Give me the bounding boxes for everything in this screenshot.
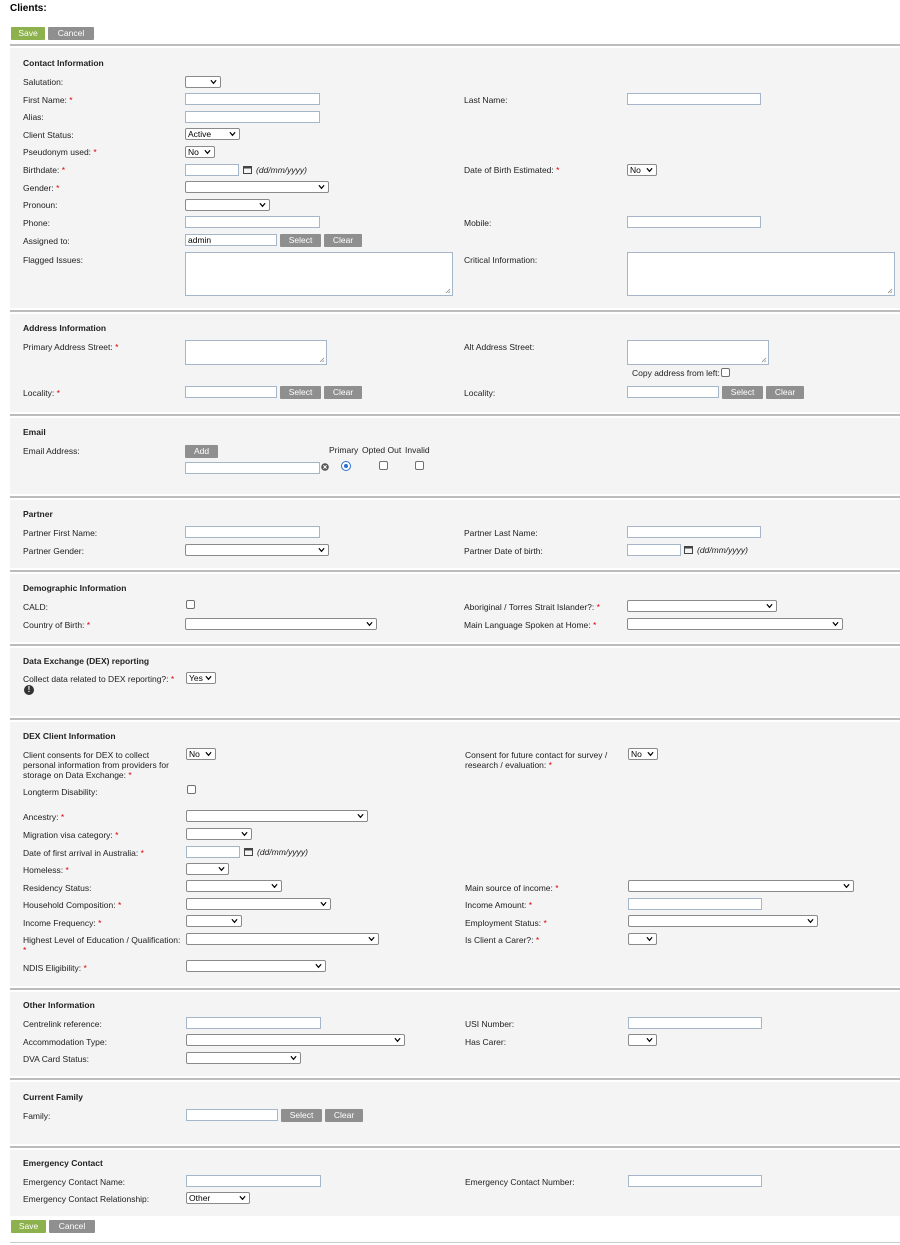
email-primary-radio[interactable] <box>341 461 351 471</box>
partner-gender-select[interactable] <box>185 544 329 556</box>
residency-label: Residency Status: <box>23 883 92 893</box>
household-label: Household Composition: * <box>23 900 122 910</box>
locality-label: Locality: * <box>23 388 60 398</box>
education-select[interactable] <box>186 933 379 945</box>
chevron-down-icon <box>646 167 653 173</box>
chevron-down-icon <box>259 202 266 208</box>
emergency-heading: Emergency Contact <box>23 1158 103 1168</box>
cancel-button-bottom[interactable]: Cancel <box>49 1220 95 1233</box>
save-button[interactable]: Save <box>11 27 45 40</box>
gender-select[interactable] <box>185 181 329 193</box>
employment-select[interactable] <box>628 915 818 927</box>
main-language-select[interactable] <box>627 618 843 630</box>
email-col-invalid: Invalid <box>405 445 430 455</box>
dva-label: DVA Card Status: <box>23 1054 89 1064</box>
dob-estimated-select[interactable]: No <box>627 164 657 176</box>
alt-locality-select-button[interactable]: Select <box>722 386 763 399</box>
chevron-down-icon <box>646 1037 653 1043</box>
flagged-issues-textarea[interactable] <box>185 252 453 296</box>
last-name-input[interactable] <box>627 93 761 105</box>
family-section <box>10 1078 900 1144</box>
family-select-button[interactable]: Select <box>281 1109 322 1122</box>
chevron-down-icon <box>647 751 654 757</box>
income-frequency-label: Income Frequency: * <box>23 918 102 928</box>
alt-locality-clear-button[interactable]: Clear <box>766 386 804 399</box>
alt-locality-input[interactable] <box>627 386 719 398</box>
chevron-down-icon <box>843 883 850 889</box>
first-name-input[interactable] <box>185 93 320 105</box>
demographic-heading: Demographic Information <box>23 583 127 593</box>
mobile-input[interactable] <box>627 216 761 228</box>
save-button-bottom[interactable]: Save <box>11 1220 46 1233</box>
family-label: Family: <box>23 1111 51 1121</box>
partner-heading: Partner <box>23 509 53 519</box>
accommodation-select[interactable] <box>186 1034 405 1046</box>
household-select[interactable] <box>186 898 331 910</box>
alt-locality-label: Locality: <box>464 388 496 398</box>
last-name-label: Last Name: <box>464 95 508 105</box>
future-contact-label: Consent for future contact for survey / research / evaluation: * <box>465 750 608 770</box>
cald-checkbox[interactable] <box>186 600 195 609</box>
cancel-button[interactable]: Cancel <box>48 27 94 40</box>
centrelink-input[interactable] <box>186 1017 321 1029</box>
locality-input[interactable] <box>185 386 277 398</box>
client-status-label: Client Status: <box>23 130 74 140</box>
residency-select[interactable] <box>186 880 282 892</box>
page-title: Clients: <box>10 3 47 14</box>
dex-client-heading: DEX Client Information <box>23 731 116 741</box>
locality-clear-button[interactable]: Clear <box>324 386 362 399</box>
main-language-label: Main Language Spoken at Home: * <box>464 620 597 630</box>
flagged-issues-label: Flagged Issues: <box>23 255 84 265</box>
homeless-label: Homeless: * <box>23 865 69 875</box>
chevron-down-icon <box>807 918 814 924</box>
chevron-down-icon <box>231 918 238 924</box>
disability-label: Longterm Disability: <box>23 787 98 797</box>
add-email-button[interactable]: Add <box>185 445 218 458</box>
dex-collect-label: Collect data related to DEX reporting?: * <box>23 674 175 684</box>
chevron-down-icon <box>315 963 322 969</box>
alias-input[interactable] <box>185 111 320 123</box>
dex-consent-select[interactable]: No <box>186 748 216 760</box>
other-heading: Other Information <box>23 1000 95 1010</box>
aboriginal-label: Aboriginal / Torres Strait Islander?: * <box>464 602 600 612</box>
chevron-down-icon <box>320 901 327 907</box>
calendar-icon[interactable] <box>243 165 252 174</box>
country-of-birth-select[interactable] <box>185 618 377 630</box>
chevron-down-icon <box>357 813 364 819</box>
alt-street-label: Alt Address Street: <box>464 342 535 352</box>
alias-label: Alias: <box>23 112 44 122</box>
cald-label: CALD: <box>23 602 49 612</box>
aboriginal-select[interactable] <box>627 600 777 612</box>
has-carer-select[interactable] <box>628 1034 657 1046</box>
emergency-relationship-label: Emergency Contact Relationship: <box>23 1194 150 1204</box>
phone-label: Phone: <box>23 218 50 228</box>
disability-checkbox[interactable] <box>187 785 196 794</box>
pseudonym-label: Pseudonym used: * <box>23 147 97 157</box>
chevron-down-icon <box>366 621 373 627</box>
email-address-label: Email Address: <box>23 446 80 456</box>
partner-last-name-input[interactable] <box>627 526 761 538</box>
chevron-down-icon <box>271 883 278 889</box>
ancestry-label: Ancestry: * <box>23 812 65 822</box>
partner-first-name-label: Partner First Name: <box>23 528 98 538</box>
email-invalid-checkbox[interactable] <box>415 461 424 470</box>
alt-street-textarea[interactable] <box>627 340 769 365</box>
info-icon[interactable]: ! <box>24 685 34 695</box>
dex-heading: Data Exchange (DEX) reporting <box>23 656 150 666</box>
phone-input[interactable] <box>185 216 320 228</box>
copy-address-checkbox[interactable] <box>721 368 730 377</box>
chevron-down-icon <box>229 131 236 137</box>
income-source-select[interactable] <box>628 880 854 892</box>
country-of-birth-label: Country of Birth: * <box>23 620 91 630</box>
partner-first-name-input[interactable] <box>185 526 320 538</box>
pronoun-select[interactable] <box>185 199 270 211</box>
chevron-down-icon <box>239 1195 246 1201</box>
emergency-relationship-select[interactable]: Other <box>186 1192 250 1204</box>
income-source-label: Main source of income: * <box>465 883 559 893</box>
emergency-number-label: Emergency Contact Number: <box>465 1177 575 1187</box>
arrival-label: Date of first arrival in Australia: * <box>23 848 144 858</box>
chevron-down-icon <box>766 603 773 609</box>
emergency-number-input[interactable] <box>628 1175 762 1187</box>
email-section <box>10 414 900 494</box>
assigned-to-label: Assigned to: <box>23 236 70 246</box>
dex-consent-label: Client consents for DEX to collect personal information from providers for storage on Data Exchange: * <box>23 750 169 780</box>
dob-estimated-label: Date of Birth Estimated: * <box>464 165 560 175</box>
locality-select-button[interactable]: Select <box>280 386 321 399</box>
ndis-select[interactable] <box>186 960 326 972</box>
carer-label: Is Client a Carer?: * <box>465 935 540 945</box>
bottom-divider <box>10 1242 900 1243</box>
assigned-to-input[interactable]: admin <box>185 234 277 246</box>
employment-label: Employment Status: * <box>465 918 547 928</box>
first-name-label: First Name: * <box>23 95 73 105</box>
family-heading: Current Family <box>23 1092 83 1102</box>
usi-label: USI Number: <box>465 1019 515 1029</box>
emergency-name-input[interactable] <box>186 1175 321 1187</box>
family-clear-button[interactable]: Clear <box>325 1109 363 1122</box>
primary-street-label: Primary Address Street: * <box>23 342 119 352</box>
other-section <box>10 988 900 1076</box>
critical-info-textarea[interactable] <box>627 252 895 296</box>
ancestry-select[interactable] <box>186 810 368 822</box>
chevron-down-icon <box>318 184 325 190</box>
resize-grip-icon[interactable] <box>445 288 451 294</box>
gender-label: Gender: * <box>23 183 60 193</box>
chevron-down-icon <box>318 547 325 553</box>
email-heading: Email <box>23 427 46 437</box>
salutation-select[interactable] <box>185 76 221 88</box>
email-opted-out-checkbox[interactable] <box>379 461 388 470</box>
carer-select[interactable] <box>628 933 657 945</box>
future-contact-select[interactable]: No <box>628 748 658 760</box>
arrival-input[interactable] <box>186 846 240 858</box>
chevron-down-icon <box>218 866 225 872</box>
partner-dob-label: Partner Date of birth: <box>464 546 543 556</box>
pronoun-label: Pronoun: <box>23 200 58 210</box>
resize-grip-icon[interactable] <box>761 357 767 363</box>
centrelink-label: Centrelink reference: <box>23 1019 102 1029</box>
email-col-primary: Primary <box>329 445 359 455</box>
accommodation-label: Accommodation Type: <box>23 1037 107 1047</box>
visa-select[interactable] <box>186 828 252 840</box>
primary-street-textarea[interactable] <box>185 340 327 365</box>
income-amount-input[interactable] <box>628 898 762 910</box>
assigned-select-button[interactable]: Select <box>280 234 321 247</box>
chevron-down-icon <box>210 79 217 85</box>
chevron-down-icon <box>205 675 212 681</box>
partner-dob-input[interactable] <box>627 544 681 556</box>
assigned-clear-button[interactable]: Clear <box>324 234 362 247</box>
homeless-select[interactable] <box>186 863 229 875</box>
chevron-down-icon <box>646 936 653 942</box>
chevron-down-icon <box>832 621 839 627</box>
chevron-down-icon <box>205 751 212 757</box>
arrival-format: (dd/mm/yyyy) <box>257 847 308 857</box>
education-label: Highest Level of Education / Qualification: * <box>23 935 181 955</box>
family-input[interactable] <box>186 1109 278 1121</box>
email-input[interactable] <box>185 462 320 474</box>
calendar-icon[interactable] <box>244 847 253 856</box>
client-status-select[interactable]: Active <box>185 128 240 140</box>
salutation-label: Salutation: <box>23 77 64 87</box>
chevron-down-icon <box>290 1055 297 1061</box>
email-col-opted-out: Opted Out <box>362 445 402 455</box>
usi-input[interactable] <box>628 1017 762 1029</box>
clear-x-icon[interactable] <box>321 463 329 471</box>
contact-heading: Contact Information <box>23 58 104 68</box>
ndis-label: NDIS Eligibility: * <box>23 963 87 973</box>
partner-last-name-label: Partner Last Name: <box>464 528 538 538</box>
address-heading: Address Information <box>23 323 107 333</box>
calendar-icon[interactable] <box>684 545 693 554</box>
partner-gender-label: Partner Gender: <box>23 546 84 556</box>
partner-section <box>10 496 900 568</box>
chevron-down-icon <box>241 831 248 837</box>
emergency-section <box>10 1146 900 1216</box>
dex-collect-select[interactable]: Yes <box>186 672 216 684</box>
chevron-down-icon <box>204 149 211 155</box>
chevron-down-icon <box>368 936 375 942</box>
pseudonym-select[interactable]: No <box>185 146 215 158</box>
has-carer-label: Has Carer: <box>465 1037 507 1047</box>
resize-grip-icon[interactable] <box>319 357 325 363</box>
resize-grip-icon[interactable] <box>887 288 893 294</box>
mobile-label: Mobile: <box>464 218 492 228</box>
chevron-down-icon <box>394 1037 401 1043</box>
critical-info-label: Critical Information: <box>464 255 538 265</box>
birthdate-input[interactable] <box>185 164 239 176</box>
dva-select[interactable] <box>186 1052 301 1064</box>
birthdate-label: Birthdate: * <box>23 165 66 175</box>
partner-dob-format: (dd/mm/yyyy) <box>697 545 748 555</box>
income-frequency-select[interactable] <box>186 915 242 927</box>
visa-label: Migration visa category: * <box>23 830 119 840</box>
copy-address-label: Copy address from left: <box>632 368 720 378</box>
emergency-name-label: Emergency Contact Name: <box>23 1177 126 1187</box>
birthdate-format: (dd/mm/yyyy) <box>256 165 307 175</box>
income-amount-label: Income Amount: * <box>465 900 533 910</box>
